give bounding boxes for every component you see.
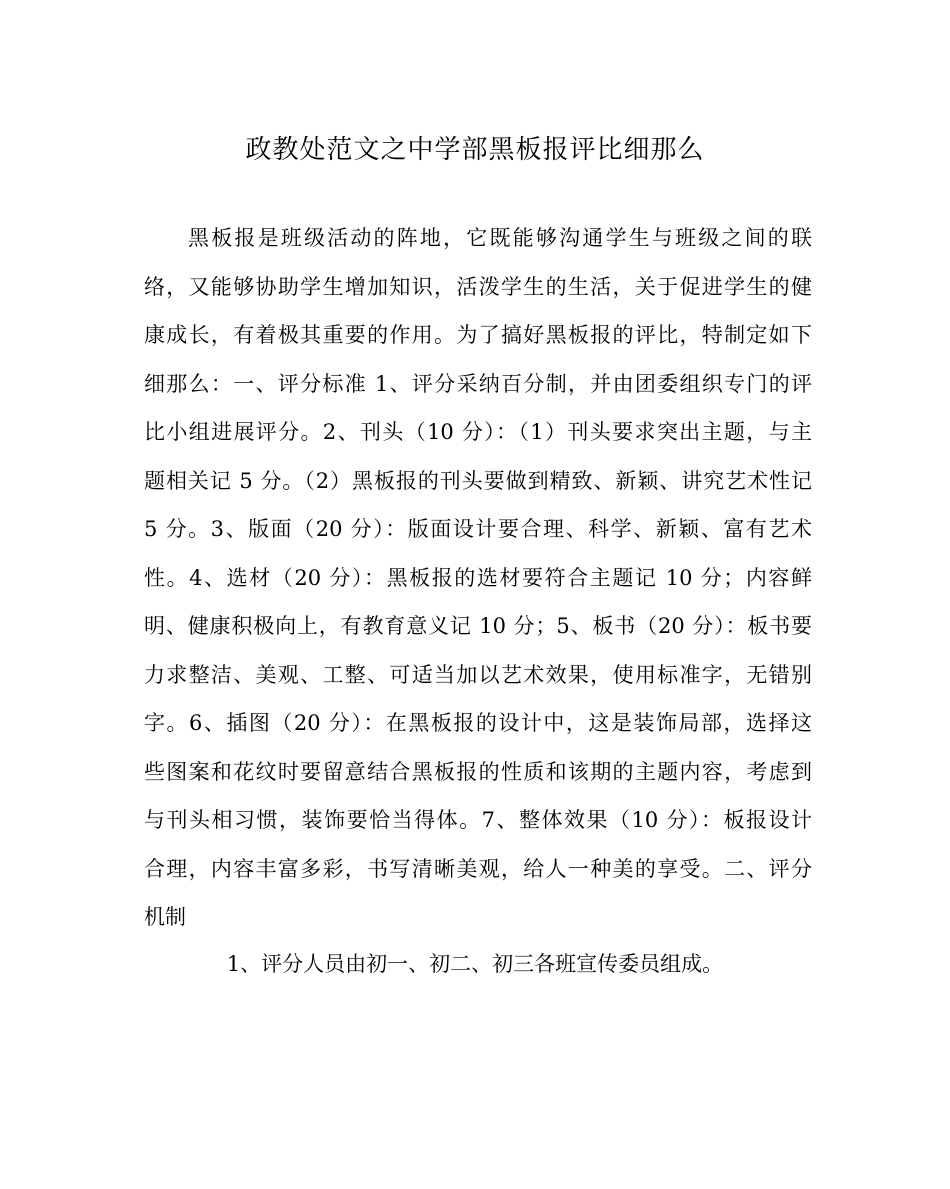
paragraph-line: 细那么：一、评分标准 1、评分采纳百分制，并由团委组织专门的评 <box>144 371 812 396</box>
paragraph-line: 比小组进展评分。2、刊头（10 分）：（1）刊头要求突出主题，与主 <box>144 420 812 444</box>
paragraph-line: 力求整洁、美观、工整、可适当加以艺术效果，使用标准字，无错别 <box>144 662 812 687</box>
document-title: 政教处范文之中学部黑板报评比细那么 <box>245 135 705 165</box>
paragraph-line: 与刊头相习惯，装饰要恰当得体。7、整体效果（10 分）：板报设计 <box>144 808 812 832</box>
closing-line: 1、评分人员由初一、初二、初三各班宣传委员组成。 <box>226 952 724 976</box>
paragraph-line: 字。6、插图（20 分）：在黑板报的设计中，这是装饰局部，选择这 <box>144 711 812 735</box>
paragraph-line: 黑板报是班级活动的阵地，它既能够沟通学生与班级之间的联 <box>188 226 812 250</box>
paragraph-line: 络，又能够协助学生增加知识，活泼学生的生活，关于促进学生的健 <box>144 274 812 299</box>
paragraph-line: 康成长，有着极其重要的作用。为了搞好黑板报的评比，特制定如下 <box>144 323 812 347</box>
paragraph-line: 性。4、选材（20 分）：黑板报的选材要符合主题记 10 分；内容鲜 <box>144 565 812 590</box>
body-paragraph <box>144 218 812 946</box>
paragraph-line: 些图案和花纹时要留意结合黑板报的性质和该期的主题内容，考虑到 <box>144 759 812 784</box>
paragraph-line: 机制 <box>144 905 186 929</box>
paragraph-line: 5 分。3、版面（20 分）：版面设计要合理、科学、新颖、富有艺术 <box>144 517 812 541</box>
paragraph-line: 合理，内容丰富多彩，书写清晰美观，给人一种美的享受。二、评分 <box>144 856 812 881</box>
paragraph-line: 题相关记 5 分。（2）黑板报的刊头要做到精致、新颖、讲究艺术性记 <box>144 468 812 493</box>
paragraph-line: 明、健康积极向上，有教育意义记 10 分；5、板书（20 分）：板书要 <box>144 614 812 638</box>
